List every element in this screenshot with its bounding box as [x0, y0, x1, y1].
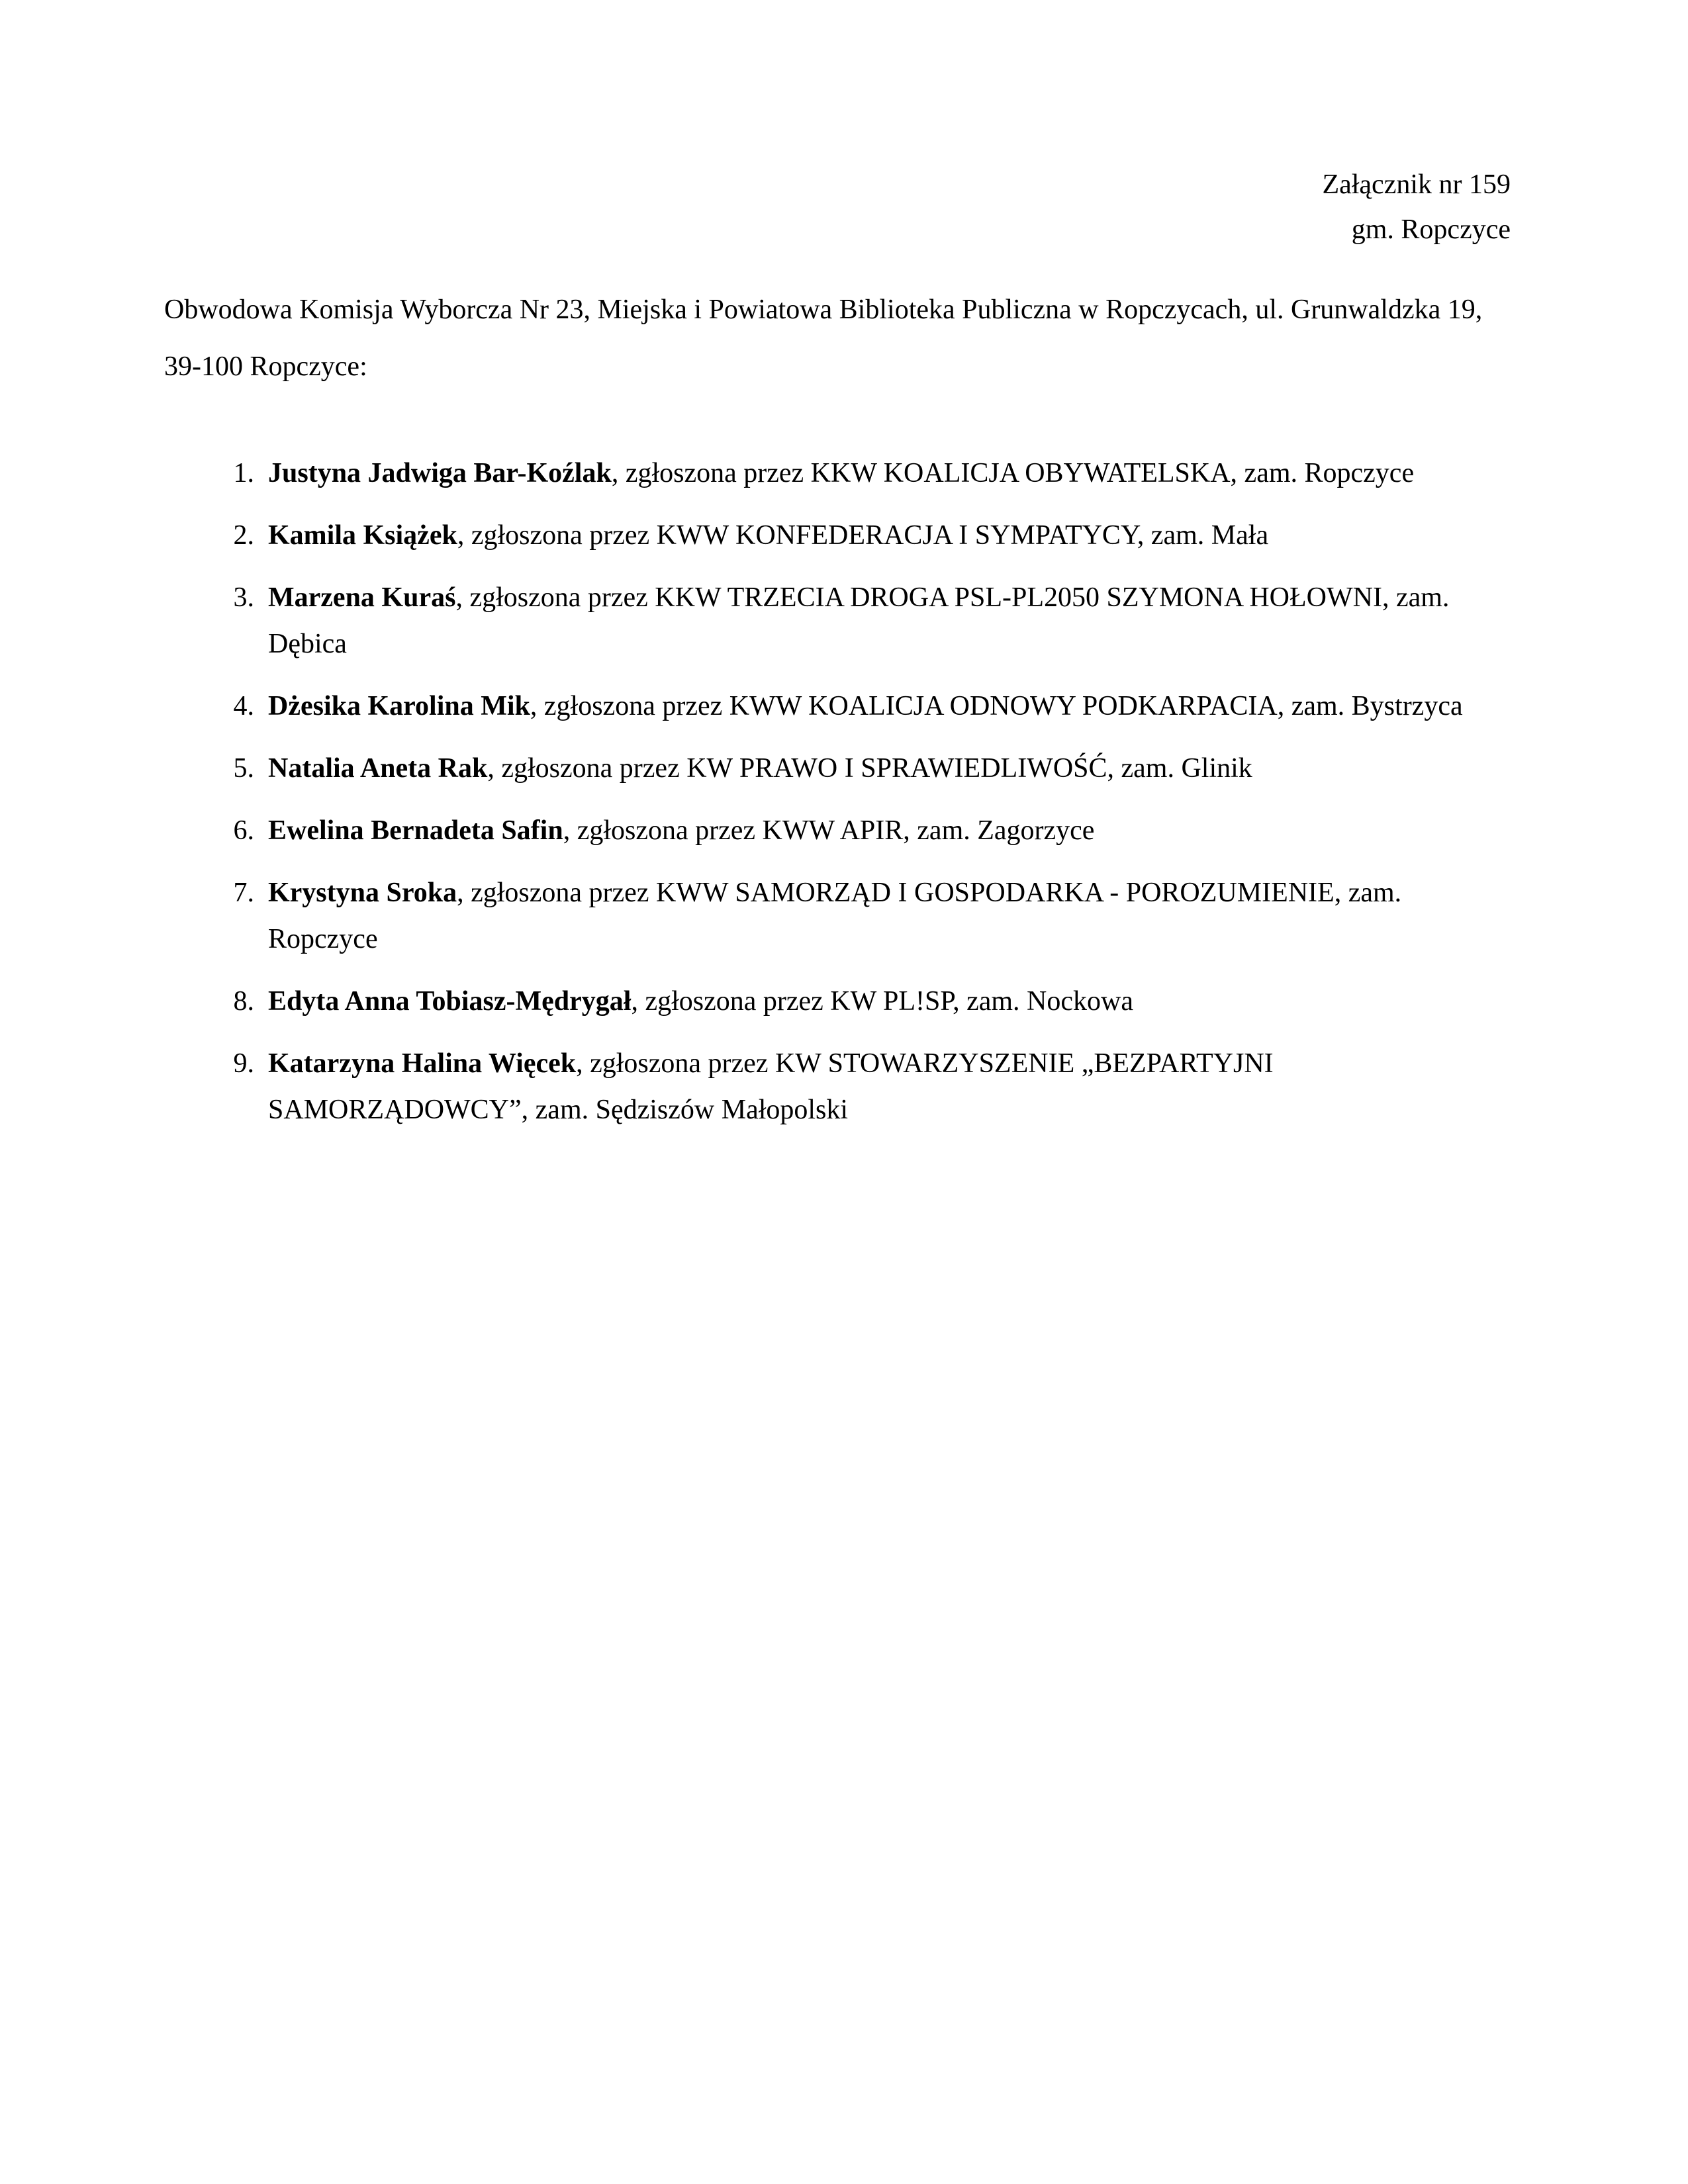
list-item	[164, 512, 1515, 559]
attachment-number: Załącznik nr 159	[1322, 169, 1511, 200]
member-name: Ewelina Bernadeta Safin	[268, 815, 563, 846]
member-details: , zgłoszona przez KWW SAMORZĄD I GOSPODARKA - POROZUMIENIE, zam. Ropczyce	[268, 878, 1402, 954]
member-details: , zgłoszona przez KKW TRZECIA DROGA PSL-PL2050 SZYMONA HOŁOWNI, zam. Dębica	[268, 582, 1450, 659]
member-name: Katarzyna Halina Więcek	[268, 1048, 577, 1079]
item-number: 4.	[233, 691, 254, 721]
member-name: Dżesika Karolina Mik	[268, 691, 530, 721]
commission-description: Obwodowa Komisja Wyborcza Nr 23, Miejska i Powiatowa Biblioteka Publiczna w Ropczycach, ul. Grunwaldzka 19, 39-100 Ropczyce:	[164, 295, 1483, 382]
member-list	[164, 450, 1515, 1149]
list-item	[164, 807, 1515, 854]
member-name: Natalia Aneta Rak	[268, 753, 488, 784]
item-number: 1.	[233, 458, 254, 488]
item-number: 5.	[233, 753, 254, 784]
list-item	[164, 574, 1515, 667]
item-number: 7.	[233, 878, 254, 908]
member-details: , zgłoszona przez KWW KONFEDERACJA I SYMPATYCY, zam. Mała	[457, 520, 1269, 551]
member-name: Justyna Jadwiga Bar-Koźlak	[268, 458, 612, 488]
attachment-header	[915, 162, 1511, 252]
member-details: , zgłoszona przez KW PRAWO I SPRAWIEDLIWOŚĆ, zam. Glinik	[487, 753, 1252, 784]
list-item	[164, 978, 1515, 1024]
item-number: 2.	[233, 520, 254, 551]
member-name: Edyta Anna Tobiasz-Mędrygał	[268, 986, 632, 1017]
list-item	[164, 870, 1515, 962]
member-name: Marzena Kuraś	[268, 582, 456, 613]
list-item	[164, 683, 1515, 729]
municipality-label: gm. Ropczyce	[1351, 214, 1511, 245]
member-details: , zgłoszona przez KKW KOALICJA OBYWATELSKA, zam. Ropczyce	[611, 458, 1415, 488]
item-number: 6.	[233, 815, 254, 846]
list-item	[164, 745, 1515, 792]
member-name: Kamila Książek	[268, 520, 457, 551]
member-name: Krystyna Sroka	[268, 878, 457, 908]
member-details: , zgłoszona przez KW PL!SP, zam. Nockowa	[631, 986, 1133, 1017]
list-item	[164, 450, 1515, 496]
item-number: 8.	[233, 986, 254, 1017]
member-details: , zgłoszona przez KW STOWARZYSZENIE „BEZPARTYJNI SAMORZĄDOWCY”, zam. Sędziszów Małopolski	[268, 1048, 1274, 1125]
member-details: , zgłoszona przez KWW KOALICJA ODNOWY PODKARPACIA, zam. Bystrzyca	[530, 691, 1463, 721]
item-number: 3.	[233, 582, 254, 613]
item-number: 9.	[233, 1048, 254, 1079]
member-details: , zgłoszona przez KWW APIR, zam. Zagorzyce	[563, 815, 1095, 846]
list-item	[164, 1040, 1515, 1133]
